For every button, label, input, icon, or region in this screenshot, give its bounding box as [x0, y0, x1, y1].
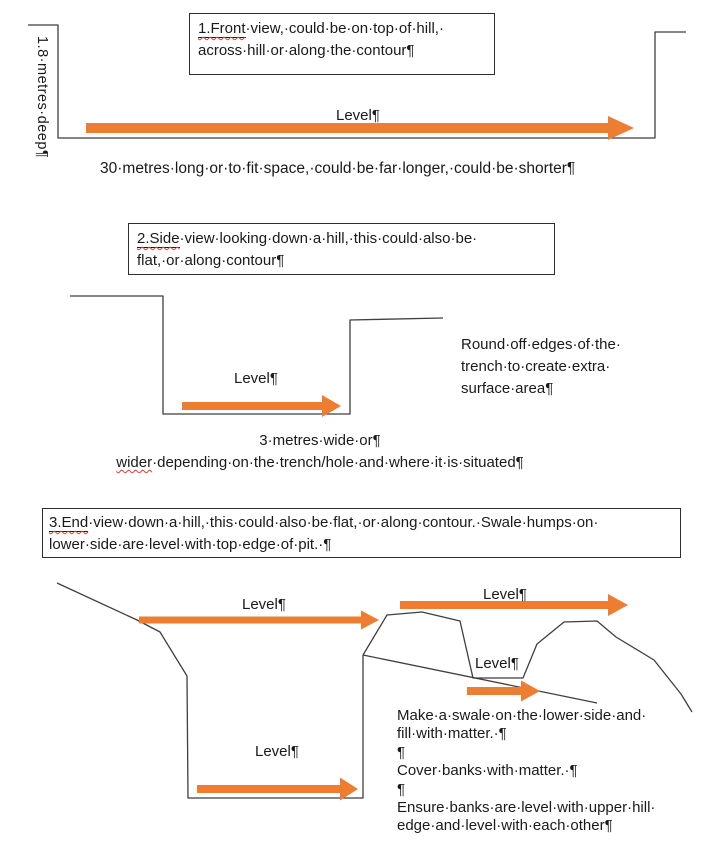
round-off-note-line1: Round·off·edges·of·the·: [461, 336, 621, 353]
end-view-text: ·view·down·a·hill,·this·could·also·be·flat,·or·along·contour.·Swale·humps·on·: [88, 514, 599, 531]
side-view-heading: 2.Side: [137, 230, 180, 247]
instructions-line4: Cover·banks·with·matter.·¶: [397, 762, 578, 780]
side-view-text: ·view·looking·down·a·hill,·this·could·also·be·: [179, 230, 478, 247]
instructions-line1: Make·a·swale·on·the·lower·side·and·: [397, 707, 647, 724]
level-label-side-view: Level¶: [234, 370, 278, 387]
front-view-text: ·view,·could·be·on·top·of·hill,·: [245, 20, 444, 37]
instructions-line3: ¶: [397, 743, 406, 761]
level-label-front-view: Level¶: [336, 107, 380, 124]
width-caption-rest: ·depending·on·the·trench/hole·and·where·it·is·situated¶: [152, 454, 524, 471]
instructions-line6: Ensure·banks·are·level·with·upper·hill·: [397, 799, 656, 817]
callout-box-side-view: [128, 223, 555, 275]
end-view-heading: 3.End: [49, 514, 89, 531]
width-caption-line1: 3·metres·wide·or¶: [259, 432, 381, 449]
callout-box-front-view-line1: [198, 18, 494, 40]
callout-box-side-view-line1: [137, 228, 554, 250]
callout-box-front-view: [189, 13, 495, 75]
round-off-note-line2: trench·to·create·extra·: [461, 358, 611, 375]
callout-box-front-view-line2: across·hill·or·along·the·contour¶: [198, 42, 415, 59]
callout-box-end-view: [42, 508, 681, 558]
level-label-swale: Level¶: [475, 655, 519, 672]
level-arrow-pit-bottom: [197, 778, 358, 801]
instructions-line5: ¶: [397, 780, 406, 798]
front-view-heading: 1.Front: [198, 20, 246, 37]
level-label-upper-hill: Level¶: [242, 596, 286, 613]
instructions-line7: edge·and·level·with·each·other¶: [397, 817, 613, 835]
width-caption: [85, 430, 555, 474]
instructions-note: [397, 707, 655, 836]
callout-box-side-view-line2: flat,·or·along·contour¶: [137, 252, 285, 269]
callout-box-end-view-line2: lower·side·are·level·with·top·edge·of·pit.·¶: [49, 536, 332, 553]
length-caption: 30·metres·long·or·to·fit·space,·could·be·far·longer,·could·be·shorter¶: [100, 160, 576, 177]
trench-side-view-outline: [70, 296, 443, 414]
instructions-line2: fill·with·matter.·¶: [397, 725, 507, 743]
round-off-note-line3: surface·area¶: [461, 380, 554, 397]
level-label-pit-bottom: Level¶: [255, 743, 299, 760]
round-off-note: [461, 334, 621, 400]
level-arrow-upper-hill: [139, 611, 379, 630]
depth-dimension-label: 1.8·metres·deep¶: [34, 36, 50, 159]
width-caption-wavy-word: wider: [116, 454, 153, 471]
hill-and-pit-outline: [57, 583, 363, 798]
width-caption-line2: [85, 452, 555, 474]
callout-box-end-view-line1: [49, 512, 680, 534]
level-label-hump-tops: Level¶: [483, 586, 527, 603]
